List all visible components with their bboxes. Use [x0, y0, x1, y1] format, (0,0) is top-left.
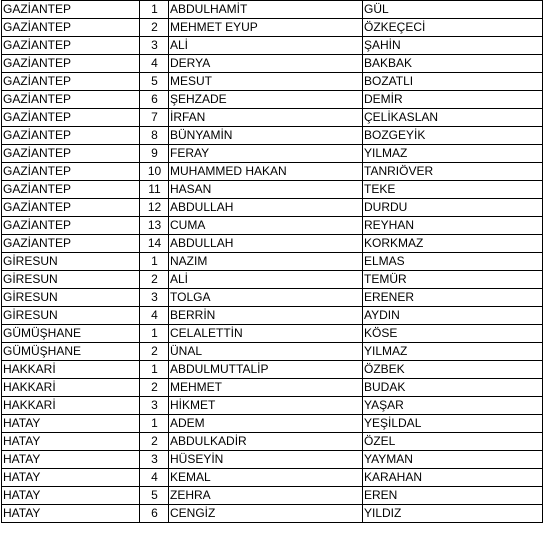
last-name-cell: BOZATLI [363, 73, 543, 91]
last-name-cell: ERENER [363, 289, 543, 307]
last-name-cell: YAYMAN [363, 451, 543, 469]
rank-cell: 1 [140, 415, 169, 433]
table-row [2, 271, 543, 289]
rank-cell: 12 [140, 199, 169, 217]
province-cell: GAZİANTEP [2, 1, 140, 19]
first-name-cell: ALİ [169, 271, 363, 289]
table-row [2, 487, 543, 505]
last-name-cell: YILMAZ [363, 145, 543, 163]
rank-cell: 14 [140, 235, 169, 253]
last-name-cell: ELMAS [363, 253, 543, 271]
rank-cell: 7 [140, 109, 169, 127]
last-name-cell: KORKMAZ [363, 235, 543, 253]
last-name-cell: BOZGEYİK [363, 127, 543, 145]
rank-cell: 2 [140, 379, 169, 397]
first-name-cell: CUMA [169, 217, 363, 235]
rank-cell: 2 [140, 19, 169, 37]
rank-cell: 4 [140, 469, 169, 487]
province-cell: GİRESUN [2, 271, 140, 289]
table-row [2, 415, 543, 433]
rank-cell: 10 [140, 163, 169, 181]
candidate-table [1, 0, 543, 523]
first-name-cell: BERRİN [169, 307, 363, 325]
last-name-cell: ÖZKEÇECİ [363, 19, 543, 37]
table-row [2, 145, 543, 163]
province-cell: GAZİANTEP [2, 181, 140, 199]
last-name-cell: ÖZEL [363, 433, 543, 451]
last-name-cell: ÖZBEK [363, 361, 543, 379]
first-name-cell: ADEM [169, 415, 363, 433]
province-cell: GAZİANTEP [2, 109, 140, 127]
province-cell: GAZİANTEP [2, 19, 140, 37]
rank-cell: 3 [140, 397, 169, 415]
first-name-cell: ÜNAL [169, 343, 363, 361]
first-name-cell: CELALETTİN [169, 325, 363, 343]
table-row [2, 55, 543, 73]
table-row [2, 307, 543, 325]
last-name-cell: KARAHAN [363, 469, 543, 487]
province-cell: HATAY [2, 469, 140, 487]
province-cell: HATAY [2, 433, 140, 451]
table-row [2, 73, 543, 91]
province-cell: HATAY [2, 415, 140, 433]
first-name-cell: TOLGA [169, 289, 363, 307]
first-name-cell: ABDULHAMİT [169, 1, 363, 19]
province-cell: HATAY [2, 487, 140, 505]
table-row [2, 127, 543, 145]
first-name-cell: ABDULLAH [169, 199, 363, 217]
last-name-cell: YEŞİLDAL [363, 415, 543, 433]
rank-cell: 4 [140, 307, 169, 325]
table-row [2, 235, 543, 253]
rank-cell: 1 [140, 253, 169, 271]
rank-cell: 2 [140, 343, 169, 361]
rank-cell: 2 [140, 433, 169, 451]
first-name-cell: MESUT [169, 73, 363, 91]
last-name-cell: EREN [363, 487, 543, 505]
first-name-cell: MUHAMMED HAKAN [169, 163, 363, 181]
first-name-cell: NAZIM [169, 253, 363, 271]
first-name-cell: ABDULKADİR [169, 433, 363, 451]
rank-cell: 11 [140, 181, 169, 199]
table-row [2, 181, 543, 199]
last-name-cell: ÇELİKASLAN [363, 109, 543, 127]
last-name-cell: YILDIZ [363, 505, 543, 523]
first-name-cell: HASAN [169, 181, 363, 199]
province-cell: HAKKARİ [2, 397, 140, 415]
rank-cell: 3 [140, 37, 169, 55]
first-name-cell: DERYA [169, 55, 363, 73]
rank-cell: 9 [140, 145, 169, 163]
province-cell: GAZİANTEP [2, 37, 140, 55]
province-cell: GAZİANTEP [2, 55, 140, 73]
last-name-cell: BUDAK [363, 379, 543, 397]
table-row [2, 217, 543, 235]
first-name-cell: ALİ [169, 37, 363, 55]
table-row [2, 433, 543, 451]
province-cell: GÜMÜŞHANE [2, 325, 140, 343]
province-cell: GÜMÜŞHANE [2, 343, 140, 361]
last-name-cell: REYHAN [363, 217, 543, 235]
table-row [2, 325, 543, 343]
province-cell: GİRESUN [2, 253, 140, 271]
province-cell: GAZİANTEP [2, 217, 140, 235]
first-name-cell: KEMAL [169, 469, 363, 487]
rank-cell: 13 [140, 217, 169, 235]
table-row [2, 343, 543, 361]
first-name-cell: ABDULLAH [169, 235, 363, 253]
rank-cell: 4 [140, 55, 169, 73]
province-cell: HAKKARİ [2, 379, 140, 397]
rank-cell: 1 [140, 325, 169, 343]
first-name-cell: İRFAN [169, 109, 363, 127]
last-name-cell: YAŞAR [363, 397, 543, 415]
province-cell: GAZİANTEP [2, 91, 140, 109]
last-name-cell: KÖSE [363, 325, 543, 343]
first-name-cell: ŞEHZADE [169, 91, 363, 109]
first-name-cell: CENGİZ [169, 505, 363, 523]
last-name-cell: YILMAZ [363, 343, 543, 361]
last-name-cell: BAKBAK [363, 55, 543, 73]
first-name-cell: ZEHRA [169, 487, 363, 505]
rank-cell: 1 [140, 361, 169, 379]
rank-cell: 6 [140, 91, 169, 109]
table-row [2, 361, 543, 379]
rank-cell: 3 [140, 451, 169, 469]
first-name-cell: MEHMET EYUP [169, 19, 363, 37]
province-cell: GAZİANTEP [2, 199, 140, 217]
province-cell: GAZİANTEP [2, 163, 140, 181]
rank-cell: 3 [140, 289, 169, 307]
last-name-cell: AYDIN [363, 307, 543, 325]
province-cell: GAZİANTEP [2, 127, 140, 145]
table-row [2, 19, 543, 37]
first-name-cell: FERAY [169, 145, 363, 163]
rank-cell: 5 [140, 487, 169, 505]
last-name-cell: TEKE [363, 181, 543, 199]
rank-cell: 1 [140, 1, 169, 19]
last-name-cell: GÜL [363, 1, 543, 19]
last-name-cell: TANRIÖVER [363, 163, 543, 181]
last-name-cell: ŞAHİN [363, 37, 543, 55]
first-name-cell: MEHMET [169, 379, 363, 397]
last-name-cell: DURDU [363, 199, 543, 217]
rank-cell: 6 [140, 505, 169, 523]
province-cell: HATAY [2, 505, 140, 523]
table-row [2, 451, 543, 469]
province-cell: GAZİANTEP [2, 145, 140, 163]
rank-cell: 2 [140, 271, 169, 289]
rank-cell: 5 [140, 73, 169, 91]
last-name-cell: DEMİR [363, 91, 543, 109]
province-cell: GAZİANTEP [2, 73, 140, 91]
first-name-cell: ABDULMUTTALİP [169, 361, 363, 379]
table-row [2, 289, 543, 307]
province-cell: GİRESUN [2, 307, 140, 325]
rank-cell: 8 [140, 127, 169, 145]
table-row [2, 37, 543, 55]
first-name-cell: HİKMET [169, 397, 363, 415]
candidate-table-body [2, 1, 543, 523]
table-row [2, 469, 543, 487]
table-row [2, 505, 543, 523]
last-name-cell: TEMÜR [363, 271, 543, 289]
table-row [2, 397, 543, 415]
province-cell: HAKKARİ [2, 361, 140, 379]
first-name-cell: HÜSEYİN [169, 451, 363, 469]
province-cell: GİRESUN [2, 289, 140, 307]
table-row [2, 163, 543, 181]
province-cell: GAZİANTEP [2, 235, 140, 253]
first-name-cell: BÜNYAMİN [169, 127, 363, 145]
table-row [2, 91, 543, 109]
table-row [2, 199, 543, 217]
table-row [2, 253, 543, 271]
table-row [2, 109, 543, 127]
table-row [2, 379, 543, 397]
province-cell: HATAY [2, 451, 140, 469]
table-row [2, 1, 543, 19]
